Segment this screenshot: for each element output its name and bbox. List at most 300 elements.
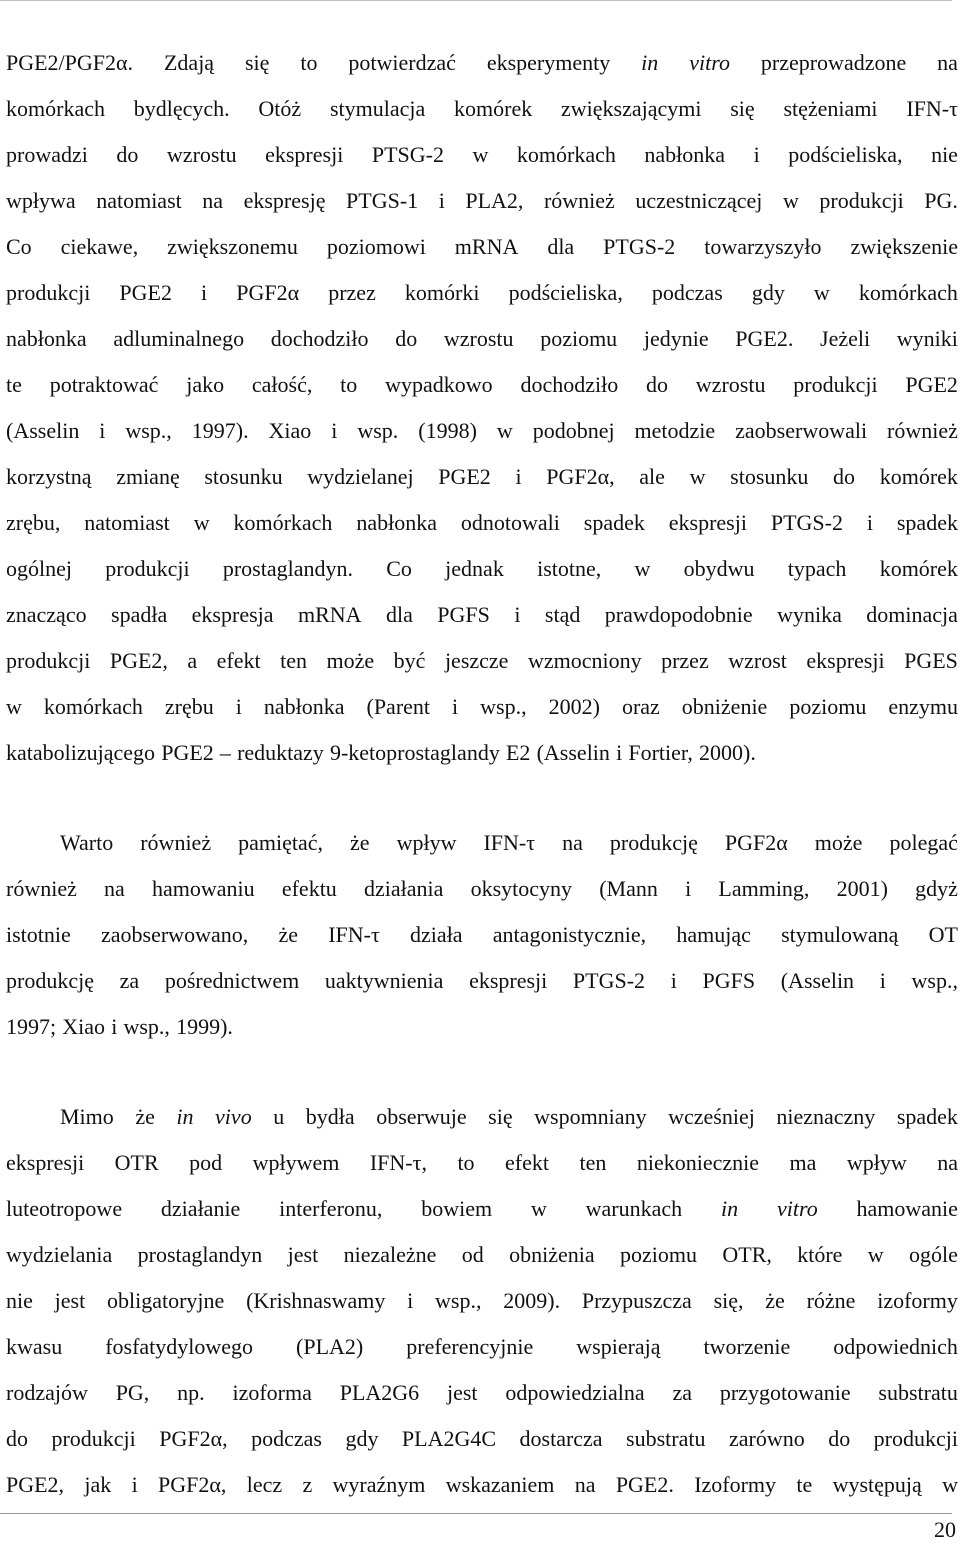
word: mRNA [454, 234, 519, 259]
word: prawdopodobnie [604, 602, 753, 627]
word: jako [186, 372, 225, 397]
text-line [6, 958, 958, 1004]
word: się [488, 1104, 513, 1129]
word: PGF2α, [159, 1426, 228, 1451]
word: fosfatydylowego [105, 1334, 254, 1359]
word: 2001) [836, 876, 888, 901]
word: rodzajów [6, 1380, 88, 1405]
word: się, [713, 1288, 744, 1313]
word: gdy [751, 280, 785, 305]
text-line [6, 1004, 958, 1050]
word: (Asselin [6, 418, 80, 443]
word: Otóż [258, 96, 302, 121]
word: dochodziło [520, 372, 619, 397]
text-line [6, 1370, 958, 1416]
word: i [616, 740, 623, 765]
italic-word: in [641, 50, 659, 75]
word: efekt [505, 1150, 549, 1175]
word: ekspresja [191, 602, 274, 627]
word: ekspresji [806, 648, 885, 673]
word: wsp., [123, 1014, 170, 1039]
word: natomiast [84, 510, 170, 535]
word: ten [579, 1150, 607, 1175]
word: nabłonka [356, 510, 437, 535]
word: mRNA [297, 602, 362, 627]
word: PGE2 [119, 280, 172, 305]
word: obniżenie [681, 694, 768, 719]
italic-word: vitro [689, 50, 730, 75]
word: PGF2α [236, 280, 300, 305]
word: na [104, 876, 125, 901]
text-line [6, 224, 958, 270]
text-line [6, 1186, 958, 1232]
word: w [193, 510, 210, 535]
word: przeprowadzone [760, 50, 907, 75]
word: spadek [896, 1104, 958, 1129]
word: PGES [904, 648, 958, 673]
word: poziomowi [326, 234, 426, 259]
word: dominacja [866, 602, 958, 627]
word: produkcji [6, 280, 91, 305]
word: nabłonka [6, 326, 87, 351]
word: spadek [896, 510, 958, 535]
word: (PLA2) [296, 1334, 364, 1359]
word: zrębu [164, 694, 214, 719]
word: i [235, 694, 242, 719]
text-line [6, 730, 958, 776]
word: istotne, [537, 556, 602, 581]
top-rule [0, 0, 952, 1]
text-line [6, 638, 958, 684]
word: spadek [583, 510, 645, 535]
word: enzymu [888, 694, 958, 719]
paragraph-p3 [6, 1094, 958, 1508]
word: zwiększonemu [167, 234, 298, 259]
word: hamowaniu [152, 876, 255, 901]
word: Fortier, [628, 740, 693, 765]
text-line [6, 546, 958, 592]
word: Mimo [60, 1104, 114, 1129]
word: ten [280, 648, 308, 673]
word: i [866, 510, 873, 535]
word: zrębu, [6, 510, 61, 535]
word: metodzie [634, 418, 716, 443]
word: zwiększenie [850, 234, 958, 259]
word: ekspresji [668, 510, 747, 535]
word: to [340, 372, 358, 397]
word: oksytocyny [470, 876, 573, 901]
word: PTSG-2 [371, 142, 444, 167]
word: na [562, 830, 583, 855]
word: i [331, 418, 338, 443]
word: nabłonka [263, 694, 345, 719]
word: komórkach [516, 142, 616, 167]
word: obserwuje [376, 1104, 467, 1129]
word: odpowiedzialna [505, 1380, 645, 1405]
italic-word: vivo [215, 1104, 252, 1129]
word: Xiao [268, 418, 312, 443]
word: zmianę [116, 464, 180, 489]
word: substratu [626, 1426, 706, 1451]
word: na [937, 50, 958, 75]
word: wpływ [396, 830, 457, 855]
word: stymulowaną [781, 922, 899, 947]
word: polegać [889, 830, 958, 855]
word: OTR, [722, 1242, 772, 1267]
text-line [6, 820, 958, 866]
word: odpowiednich [833, 1334, 958, 1359]
word: do [833, 464, 856, 489]
word: jak [84, 1472, 112, 1497]
word: wsp., [480, 694, 527, 719]
word: obydwu [683, 556, 755, 581]
word: występują [832, 1472, 922, 1497]
word: zaobserwowano, [101, 922, 249, 947]
word: PGE2, [6, 1472, 65, 1497]
word: i [131, 1472, 138, 1497]
paragraph-gap [6, 1050, 958, 1094]
text-line [6, 408, 958, 454]
word: wspierają [576, 1334, 661, 1359]
word: wskazaniem [445, 1472, 555, 1497]
word: produkcji [51, 1426, 136, 1451]
word: w [867, 1242, 884, 1267]
word: działanie [160, 1196, 241, 1221]
word: działania [364, 876, 444, 901]
word: PTGS-1 [346, 188, 419, 213]
word: również [887, 418, 958, 443]
word: (1998) [418, 418, 477, 443]
word: które [797, 1242, 843, 1267]
word: Warto [60, 830, 114, 855]
word: bowiem [421, 1196, 493, 1221]
word: 2002) [548, 694, 600, 719]
word: odnotowali [460, 510, 560, 535]
word: PGE2, [109, 648, 168, 673]
word: a [187, 648, 198, 673]
text-line [6, 270, 958, 316]
word: do [646, 372, 668, 397]
word: Xiao [62, 1014, 106, 1039]
word: podczas [251, 1426, 322, 1451]
word: izoforma [232, 1380, 312, 1405]
word: bydlęcych. [133, 96, 230, 121]
word: IFN-τ, [369, 1150, 427, 1175]
word: za [119, 968, 140, 993]
word: Przypuszcza [581, 1288, 692, 1313]
word: ciekawe, [60, 234, 139, 259]
word: potraktować [49, 372, 159, 397]
word: znacząco [6, 602, 87, 627]
word: potwierdzać [348, 50, 456, 75]
word: zarówno [728, 1426, 805, 1451]
word: zaobserwowali [735, 418, 868, 443]
word: niekoniecznie [636, 1150, 759, 1175]
word: u [273, 1104, 285, 1129]
word: komórek [454, 96, 533, 121]
word: od [461, 1242, 484, 1267]
word: wzrost [728, 648, 787, 673]
word: do [828, 1426, 851, 1451]
word: jeszcze [444, 648, 509, 673]
word: ekspresji [265, 142, 344, 167]
word: PG, [115, 1380, 150, 1405]
word: produkcji [873, 1426, 958, 1451]
word: IFN-τ [328, 922, 380, 947]
word: jest [287, 1242, 319, 1267]
word: OT [928, 922, 958, 947]
word: interferonu, [279, 1196, 383, 1221]
text-line [6, 500, 958, 546]
word: wzrostu [166, 142, 237, 167]
text-line [6, 178, 958, 224]
word: luteotropowe [6, 1196, 123, 1221]
text-line [6, 132, 958, 178]
word: natomiast [96, 188, 182, 213]
word: produkcji [819, 188, 904, 213]
word: pod [189, 1150, 223, 1175]
word: PGF2α [724, 830, 788, 855]
word: (Asselin [536, 740, 610, 765]
word: stąd [544, 602, 581, 627]
word: wzrostu [443, 326, 514, 351]
word: przez [661, 648, 709, 673]
word: i [514, 602, 521, 627]
word: stosunku [204, 464, 283, 489]
word: obligatoryjne [106, 1288, 225, 1313]
word: Zdają [163, 50, 215, 75]
word: komórkach [858, 280, 958, 305]
word: w [6, 694, 22, 719]
word: to [457, 1150, 475, 1175]
word: poziomu [540, 326, 618, 351]
word: 2009). [503, 1288, 561, 1313]
word: prowadzi [6, 142, 88, 167]
word: Jeżeli [820, 326, 871, 351]
word: działa [410, 922, 463, 947]
word: 9-ketoprostaglandy [329, 740, 500, 765]
word: nabłonka [644, 142, 726, 167]
word: się [730, 96, 755, 121]
word: E2 [505, 740, 531, 765]
word: PLA2G4C [401, 1426, 497, 1451]
word: warunkach [585, 1196, 683, 1221]
text-line [6, 1416, 958, 1462]
word: hamując [676, 922, 751, 947]
word: PGF2α, [158, 1472, 227, 1497]
word: wynika [777, 602, 842, 627]
word: wypadkowo [385, 372, 493, 397]
word: w [689, 464, 706, 489]
word: IFN-τ [483, 830, 536, 855]
word: PTGS-2 [572, 968, 646, 993]
word: jednak [445, 556, 504, 581]
word: do [116, 142, 139, 167]
word: izoformy [877, 1288, 958, 1313]
word: 2000). [699, 740, 756, 765]
word: PGE2/PGF2α. [6, 50, 134, 75]
word: wzrostu [695, 372, 766, 397]
word: katabolizującego [6, 740, 156, 765]
paragraph-gap [6, 776, 958, 820]
word: że [350, 830, 370, 855]
word: ekspresji [6, 1150, 85, 1175]
word: PGE2. [615, 1472, 674, 1497]
word: różne [806, 1288, 856, 1313]
word: stosunku [730, 464, 809, 489]
word: na [937, 1150, 958, 1175]
word: w [472, 142, 489, 167]
word: jedynie [643, 326, 709, 351]
word: uaktywnienia [324, 968, 444, 993]
word: wpływ [846, 1150, 907, 1175]
word: wpływem [252, 1150, 340, 1175]
word: i [515, 464, 522, 489]
word: produkcję [6, 968, 94, 993]
word: PGE2 [905, 372, 958, 397]
word: wsp., [435, 1288, 482, 1313]
italic-word: in [176, 1104, 194, 1129]
word: dostarcza [519, 1426, 603, 1451]
word: za [672, 1380, 693, 1405]
word: podścieliska, [508, 280, 623, 305]
word: na [574, 1472, 596, 1497]
text-line [6, 86, 958, 132]
word: kwasu [6, 1334, 63, 1359]
word: dla [385, 602, 413, 627]
word: wydzielania [6, 1242, 113, 1267]
word: również [6, 876, 77, 901]
word: jest [54, 1288, 86, 1313]
word: lecz [246, 1472, 283, 1497]
word: i [670, 968, 677, 993]
word: prostaglandyn. [222, 556, 353, 581]
word: w [782, 188, 799, 213]
word: tworzenie [703, 1334, 791, 1359]
word: – [219, 740, 231, 765]
word: komórkach [43, 694, 143, 719]
word: zwiększającymi [560, 96, 702, 121]
word: komórki [404, 280, 480, 305]
word: że [278, 922, 298, 947]
word: produkcji [793, 372, 878, 397]
word: że [765, 1288, 785, 1313]
word: reduktazy [237, 740, 324, 765]
word: ekspresji [469, 968, 548, 993]
text-line [6, 866, 958, 912]
word: nie [931, 142, 958, 167]
word: eksperymenty [486, 50, 611, 75]
text-line [6, 592, 958, 638]
word: towarzyszyło [704, 234, 822, 259]
text-line [6, 684, 958, 730]
word: w [813, 280, 830, 305]
word: np. [177, 1380, 205, 1405]
word: PG. [924, 188, 958, 213]
word: (Parent [366, 694, 431, 719]
word: te [6, 372, 22, 397]
word: w [496, 418, 513, 443]
word: 1999). [176, 1014, 233, 1039]
word: bydła [305, 1104, 355, 1129]
word: i [438, 188, 445, 213]
italic-word: vitro [776, 1196, 818, 1221]
word: dochodziło [270, 326, 369, 351]
word: się [245, 50, 270, 75]
word: PGE2. [735, 326, 794, 351]
text-line [6, 362, 958, 408]
word: PGFS [702, 968, 756, 993]
word: OTR [114, 1150, 159, 1175]
text-line [6, 1232, 958, 1278]
word: korzystną [6, 464, 92, 489]
word: całość, [251, 372, 313, 397]
word: poziomu [620, 1242, 698, 1267]
word: również [140, 830, 212, 855]
word: antagonistycznie, [492, 922, 647, 947]
word: efekt [216, 648, 261, 673]
word: to [300, 50, 318, 75]
word: dla [547, 234, 575, 259]
word: PGF2α, [546, 464, 615, 489]
word: nie [6, 1288, 33, 1313]
word: do [395, 326, 418, 351]
word: PTGS-2 [770, 510, 843, 535]
word: PLA2G6 [339, 1380, 420, 1405]
word: być [393, 648, 426, 673]
paragraph-p2 [6, 820, 958, 1050]
word: pamiętać, [238, 830, 324, 855]
word: wspomniany [534, 1104, 647, 1129]
word: Lamming, [718, 876, 810, 901]
word: komórek [879, 556, 958, 581]
word: 1997). [191, 418, 249, 443]
word: wcześniej [668, 1104, 755, 1129]
word: produkcję [609, 830, 698, 855]
word: istotnie [6, 922, 71, 947]
word: wyniki [896, 326, 958, 351]
word: ogólnej [6, 556, 72, 581]
word: wydzielanej [307, 464, 414, 489]
paragraph-p1 [6, 40, 958, 776]
word: przygotowanie [719, 1380, 851, 1405]
word: w [942, 1472, 958, 1497]
word: i [201, 280, 208, 305]
text-line [6, 1140, 958, 1186]
text-line [6, 1324, 958, 1370]
word: typach [787, 556, 847, 581]
word: ale [639, 464, 665, 489]
word: niezależne [343, 1242, 437, 1267]
word: podczas [651, 280, 723, 305]
word: stymulacja [329, 96, 426, 121]
text-line [6, 316, 958, 362]
italic-word: in [721, 1196, 739, 1221]
word: efektu [281, 876, 337, 901]
word: komórkach [233, 510, 333, 535]
word: pośrednictwem [164, 968, 300, 993]
text-line [6, 40, 958, 86]
word: wpływa [6, 188, 76, 213]
word: i [111, 1014, 118, 1039]
word: z [302, 1472, 313, 1497]
word: Izoformy [694, 1472, 777, 1497]
word: PGE2 [438, 464, 491, 489]
word: wzmocniony [527, 648, 642, 673]
word: PGE2 [161, 740, 214, 765]
word: oraz [621, 694, 660, 719]
word: substratu [878, 1380, 958, 1405]
